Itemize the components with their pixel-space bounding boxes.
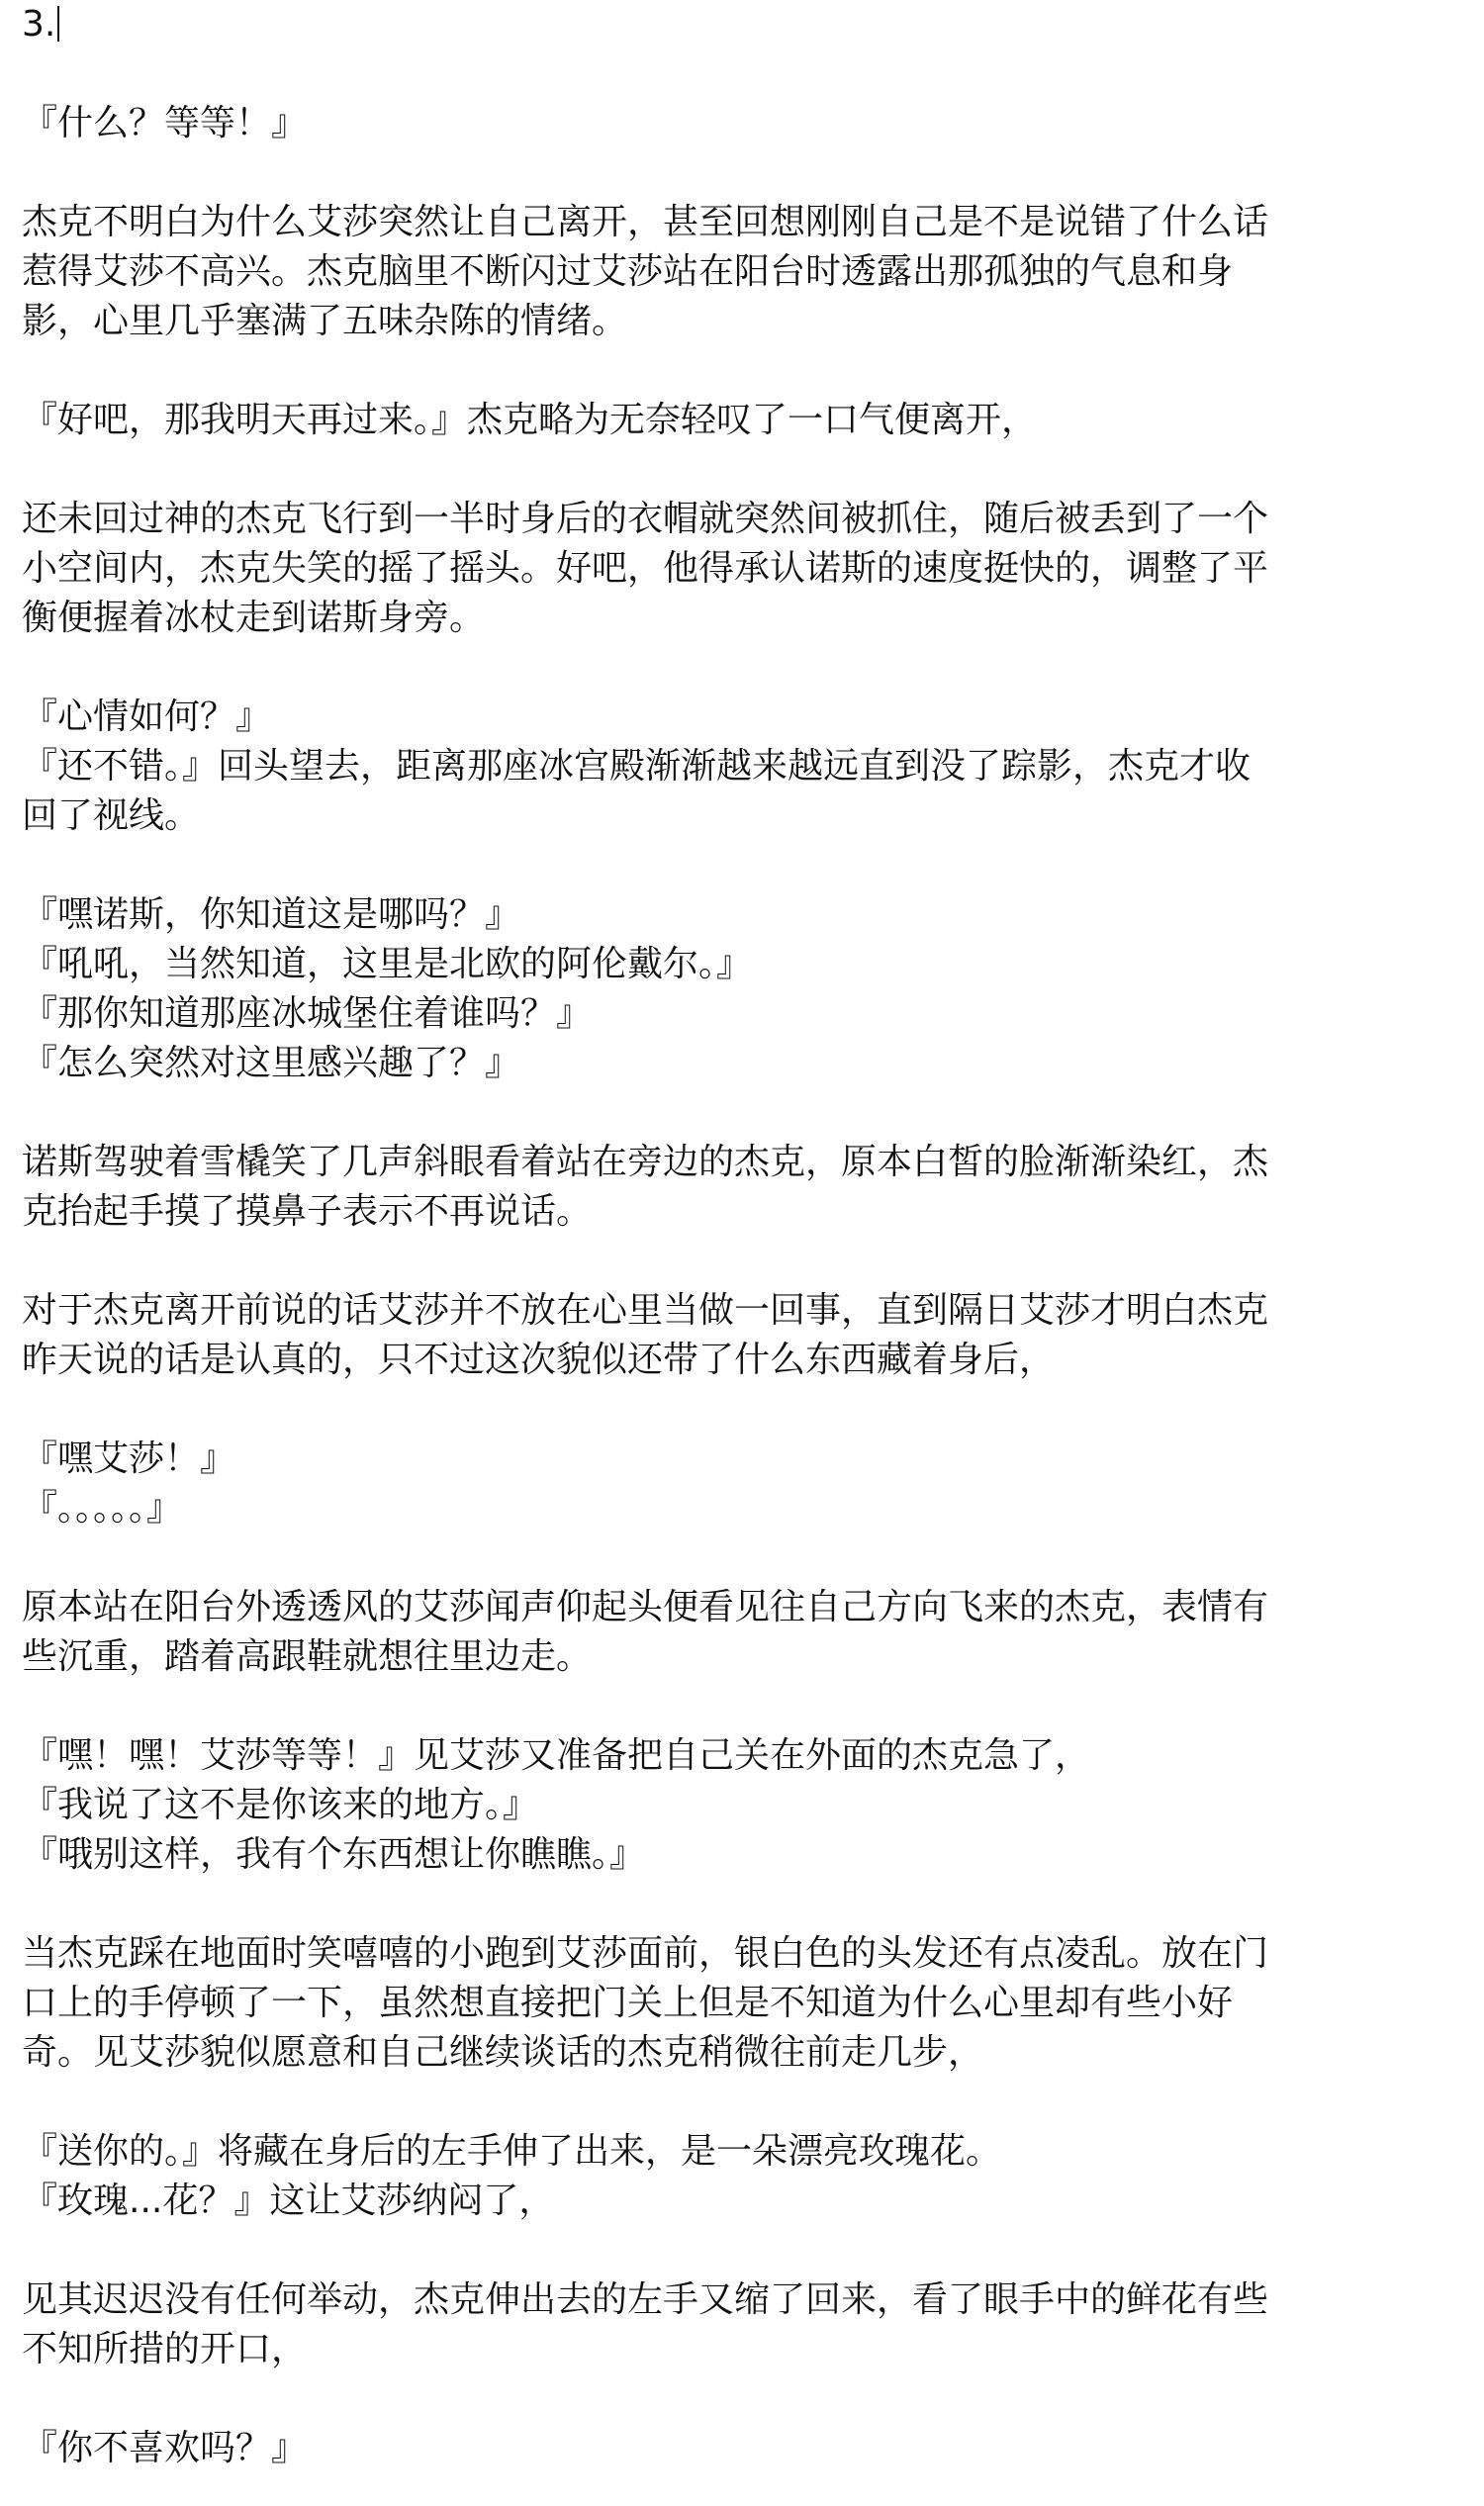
line-19: 『嘿诺斯，你知道这是哪吗？』 (22, 894, 521, 935)
line-30: 『嘿艾莎！』 (22, 1439, 236, 1479)
line-28: 昨天说的话是认真的，只不过这次貌似还带了什么东西藏着身后， (22, 1340, 1056, 1380)
line-9: 『好吧，那我明天再过来。』杰克略为无奈轻叹了一口气便离开， (22, 400, 1038, 440)
blank-line (22, 2226, 1466, 2275)
line-1 (22, 0, 1466, 49)
line-7: 影，心里几乎塞满了五味杂陈的情绪。 (22, 301, 628, 341)
line-16: 『还不错。』回头望去，距离那座冰宫殿渐渐越来越远直到没了踪影，杰克才收 (22, 746, 1252, 787)
document-body (22, 0, 1466, 2473)
line-6: 惹得艾莎不高兴。杰克脑里不断闪过艾莎站在阳台时透露出那孤独的气息和身 (22, 251, 1234, 292)
line-40: 当杰克踩在地面时笑嘻嘻的小跑到艾莎面前，银白色的头发还有点凌乱。放在门 (22, 1933, 1269, 1974)
text-caret (57, 6, 59, 42)
line-11: 还未回过神的杰克飞行到一半时身后的衣帽就突然间被抓住，随后被丢到了一个 (22, 499, 1269, 539)
line-48: 不知所措的开口， (22, 2329, 308, 2369)
line-20: 『吼吼，当然知道，这里是北欧的阿伦戴尔。』 (22, 944, 753, 984)
blank-line (22, 49, 1466, 99)
line-12: 小空间内，杰克失笑的摇了摇头。好吧，他得承认诺斯的速度挺快的，调整了平 (22, 548, 1269, 589)
blank-line (22, 643, 1466, 693)
line-47: 见其迟迟没有任何举动，杰克伸出去的左手又缩了回来，看了眼手中的鲜花有些 (22, 2279, 1269, 2320)
line-37: 『我说了这不是你该来的地方。』 (22, 1785, 539, 1825)
line-5: 杰克不明白为什么艾莎突然让自己离开，甚至回想刚刚自己是不是说错了什么话 (22, 202, 1269, 242)
blank-line (22, 148, 1466, 198)
line-15: 『心情如何？』 (22, 696, 272, 737)
line-13: 衡便握着冰杖走到诺斯身旁。 (22, 598, 486, 638)
line-42: 奇。见艾莎貌似愿意和自己继续谈话的杰克稍微往前走几步， (22, 2032, 984, 2073)
blank-line (22, 1533, 1466, 1583)
blank-line (22, 346, 1466, 396)
blank-line (22, 2078, 1466, 2127)
line-22: 『怎么突然对这里感兴趣了？』 (22, 1043, 521, 1083)
blank-line (22, 1088, 1466, 1138)
line-33: 原本站在阳台外透透风的艾莎闻声仰起头便看见往自己方向飞来的杰克，表情有 (22, 1587, 1269, 1627)
line-24: 诺斯驾驶着雪橇笑了几声斜眼看着站在旁边的杰克，原本白皙的脸渐渐染红，杰 (22, 1142, 1269, 1182)
line-21: 『那你知道那座冰城堡住着谁吗？』 (22, 993, 593, 1034)
line-50: 『你不喜欢吗？』 (22, 2428, 308, 2468)
blank-line (22, 2374, 1466, 2424)
line-27: 对于杰克离开前说的话艾莎并不放在心里当做一回事，直到隔日艾莎才明白杰克 (22, 1290, 1269, 1331)
line-25: 克抬起手摸了摸鼻子表示不再说话。 (22, 1191, 593, 1232)
line-44: 『送你的。』将藏在身后的左手伸了出来，是一朵漂亮玫瑰花。 (22, 2131, 1002, 2172)
line-36: 『嘿！嘿！艾莎等等！』见艾莎又准备把自己关在外面的杰克急了， (22, 1735, 1091, 1776)
line-45: 『玫瑰...花？』这让艾莎纳闷了， (22, 2181, 555, 2221)
chapter-number: 3. (22, 4, 56, 45)
blank-line (22, 445, 1466, 495)
blank-line (22, 841, 1466, 890)
line-3: 『什么？等等！』 (22, 103, 308, 143)
blank-line (22, 1880, 1466, 1929)
blank-line (22, 1385, 1466, 1435)
blank-line (22, 1237, 1466, 1286)
blank-line (22, 1682, 1466, 1731)
line-41: 口上的手停顿了一下，虽然想直接把门关上但是不知道为什么心里却有些小好 (22, 1983, 1234, 2023)
line-31: 『。。。。。』 (22, 1488, 183, 1529)
line-17: 回了视线。 (22, 795, 201, 836)
line-34: 些沉重，踏着高跟鞋就想往里边走。 (22, 1636, 593, 1677)
line-38: 『哦别这样，我有个东西想让你瞧瞧。』 (22, 1834, 646, 1875)
